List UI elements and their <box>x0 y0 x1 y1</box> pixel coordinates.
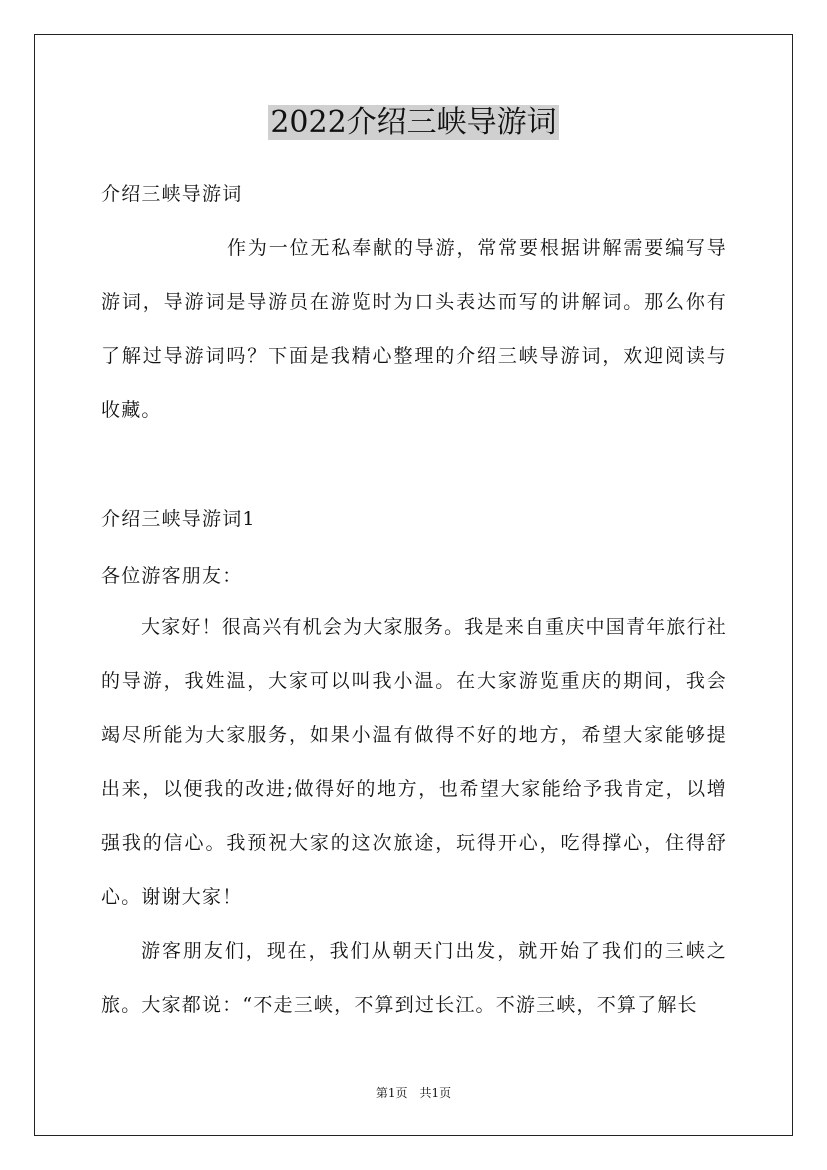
document-title <box>0 104 827 142</box>
body-paragraph-2: 游客朋友们，现在，我们从朝天门出发，就开始了我们的三峡之旅。大家都说：“不走三峡，不算到过长江。不游三峡，不算了解长 <box>101 940 727 1016</box>
document-subtitle: 介绍三峡导游词 <box>101 183 243 205</box>
page-footer: 第1页 共1页 <box>375 1086 452 1100</box>
body-paragraph-1: 大家好！很高兴有机会为大家服务。我是来自重庆中国青年旅行社的导游，我姓温，大家可以叫我小温。在大家游览重庆的期间，我会竭尽所能为大家服务，如果小温有做得不好的地方，希望大家能够提出来，以便我的改进;做得好的地方，也希望大家能给予我肯定，以增强我的信心。我预祝大家的这次旅途，玩得开心，吃得撑心，住得舒心。谢谢大家！ <box>101 616 727 908</box>
document-title-text: 2022介绍三峡导游词 <box>270 105 557 140</box>
intro-paragraph: 作为一位无私奉献的导游，常常要根据讲解需要编写导游词，导游词是导游员在游览时为口头表达而写的讲解词。那么你有了解过导游词吗？下面是我精心整理的介绍三峡导游词，欢迎阅读与收藏。 <box>101 237 727 421</box>
greeting-line: 各位游客朋友： <box>101 565 243 587</box>
section-heading: 介绍三峡导游词1 <box>101 508 256 530</box>
